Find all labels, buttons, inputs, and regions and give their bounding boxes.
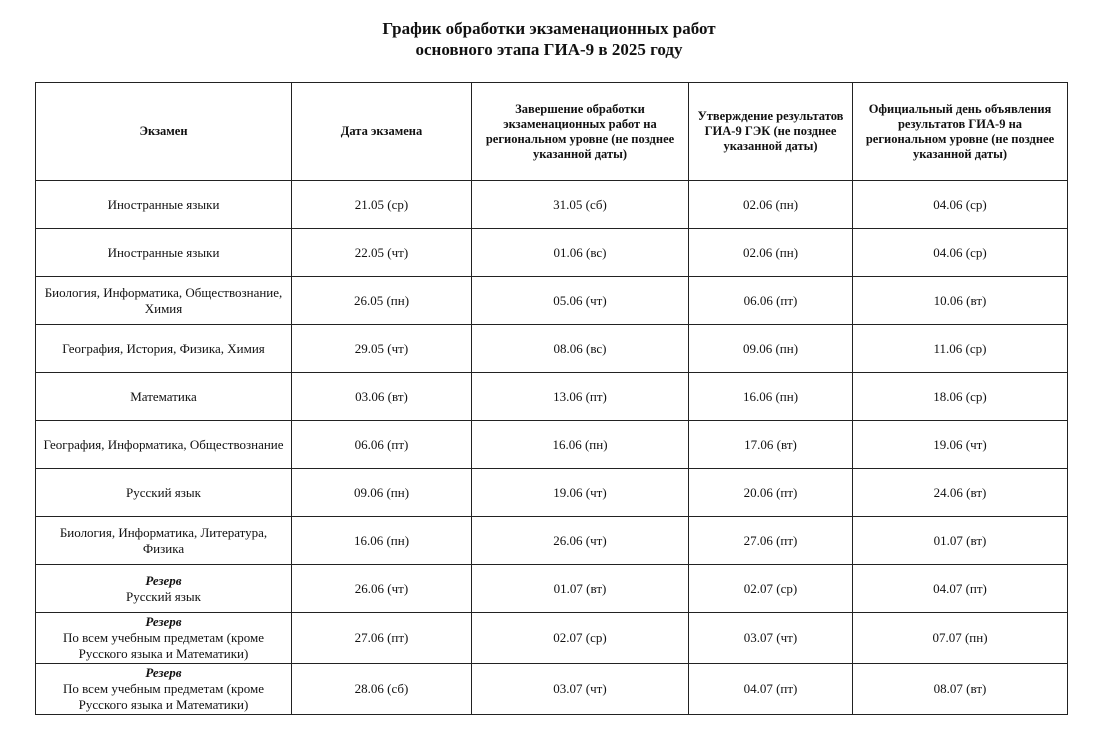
exam-cell [36, 664, 292, 715]
date-cell: 09.06 (пн) [292, 469, 472, 517]
exam-subjects: Иностранные языки [107, 244, 220, 260]
header-row [36, 83, 1068, 181]
date-cell: 22.05 (чт) [292, 229, 472, 277]
date-cell: 03.06 (вт) [292, 373, 472, 421]
table-row [36, 325, 1068, 373]
exam-subjects: Русский язык [126, 588, 201, 604]
header-exam: Экзамен [36, 83, 292, 181]
approval-cell: 02.06 (пн) [689, 181, 853, 229]
approval-cell: 02.06 (пн) [689, 229, 853, 277]
announcement-cell: 04.07 (пт) [853, 565, 1068, 613]
announcement-cell: 08.07 (вт) [853, 664, 1068, 715]
date-cell: 27.06 (пт) [292, 613, 472, 664]
exam-subjects: По всем учебным предметам (кроме Русского языка и Математики) [62, 630, 265, 661]
header-exam-date: Дата экзамена [292, 83, 472, 181]
announcement-cell: 19.06 (чт) [853, 421, 1068, 469]
header-regional-processing: Завершение обработки экзаменационных работ на региональном уровне (не позднее указанной даты) [472, 83, 689, 181]
exam-cell [36, 421, 292, 469]
announcement-cell: 24.06 (вт) [853, 469, 1068, 517]
announcement-cell: 11.06 (ср) [853, 325, 1068, 373]
exam-subjects: Иностранные языки [107, 196, 220, 212]
reserve-label: Резерв [145, 572, 182, 588]
exam-cell [36, 325, 292, 373]
processing-cell: 31.05 (сб) [472, 181, 689, 229]
date-cell: 26.06 (чт) [292, 565, 472, 613]
announcement-cell: 01.07 (вт) [853, 517, 1068, 565]
table-row [36, 373, 1068, 421]
reserve-label: Резерв [145, 614, 182, 629]
table-row [36, 664, 1068, 715]
approval-cell: 17.06 (вт) [689, 421, 853, 469]
table-row [36, 277, 1068, 325]
announcement-cell: 10.06 (вт) [853, 277, 1068, 325]
exam-subjects: Биология, Информатика, Литература, Физика [59, 524, 268, 556]
exam-cell [36, 565, 292, 613]
header-official-announcement: Официальный день объявления результатов ГИА-9 на региональном уровне (не позднее указанной даты) [853, 83, 1068, 181]
approval-cell: 20.06 (пт) [689, 469, 853, 517]
announcement-cell: 04.06 (ср) [853, 181, 1068, 229]
exam-subjects: Русский язык [126, 484, 201, 500]
approval-cell: 27.06 (пт) [689, 517, 853, 565]
processing-cell: 26.06 (чт) [472, 517, 689, 565]
date-cell: 29.05 (чт) [292, 325, 472, 373]
processing-cell: 02.07 (ср) [472, 613, 689, 664]
approval-cell: 04.07 (пт) [689, 664, 853, 715]
processing-cell: 01.06 (вс) [472, 229, 689, 277]
table-row [36, 181, 1068, 229]
schedule-table [35, 82, 1068, 715]
exam-subjects: География, Информатика, Обществознание [43, 436, 284, 452]
table-row [36, 229, 1068, 277]
announcement-cell: 07.07 (пн) [853, 613, 1068, 664]
table-row [36, 421, 1068, 469]
table-row [36, 565, 1068, 613]
title-line-1: График обработки экзаменационных работ [382, 19, 716, 38]
processing-cell: 08.06 (вс) [472, 325, 689, 373]
exam-cell [36, 613, 292, 664]
processing-cell: 19.06 (чт) [472, 469, 689, 517]
reserve-label: Резерв [145, 665, 182, 680]
announcement-cell: 18.06 (ср) [853, 373, 1068, 421]
title-line-2: основного этапа ГИА-9 в 2025 году [415, 40, 683, 59]
exam-cell [36, 373, 292, 421]
approval-cell: 02.07 (ср) [689, 565, 853, 613]
exam-cell [36, 517, 292, 565]
processing-cell: 13.06 (пт) [472, 373, 689, 421]
exam-cell [36, 229, 292, 277]
date-cell: 28.06 (сб) [292, 664, 472, 715]
exam-cell [36, 469, 292, 517]
date-cell: 26.05 (пн) [292, 277, 472, 325]
header-gek-approval: Утверждение результатов ГИА-9 ГЭК (не позднее указанной даты) [689, 83, 853, 181]
processing-cell: 03.07 (чт) [472, 664, 689, 715]
document-title [0, 18, 1098, 60]
processing-cell: 05.06 (чт) [472, 277, 689, 325]
processing-cell: 16.06 (пн) [472, 421, 689, 469]
exam-subjects: По всем учебным предметам (кроме Русского языка и Математики) [62, 681, 265, 712]
exam-cell [36, 181, 292, 229]
approval-cell: 03.07 (чт) [689, 613, 853, 664]
approval-cell: 06.06 (пт) [689, 277, 853, 325]
table-row [36, 469, 1068, 517]
approval-cell: 09.06 (пн) [689, 325, 853, 373]
table-row [36, 517, 1068, 565]
exam-subjects: Биология, Информатика, Обществознание, Химия [44, 284, 283, 316]
table-row [36, 613, 1068, 664]
approval-cell: 16.06 (пн) [689, 373, 853, 421]
processing-cell: 01.07 (вт) [472, 565, 689, 613]
date-cell: 06.06 (пт) [292, 421, 472, 469]
date-cell: 21.05 (ср) [292, 181, 472, 229]
date-cell: 16.06 (пн) [292, 517, 472, 565]
announcement-cell: 04.06 (ср) [853, 229, 1068, 277]
exam-subjects: Математика [130, 388, 197, 404]
exam-subjects: География, История, Физика, Химия [62, 340, 265, 356]
exam-cell [36, 277, 292, 325]
